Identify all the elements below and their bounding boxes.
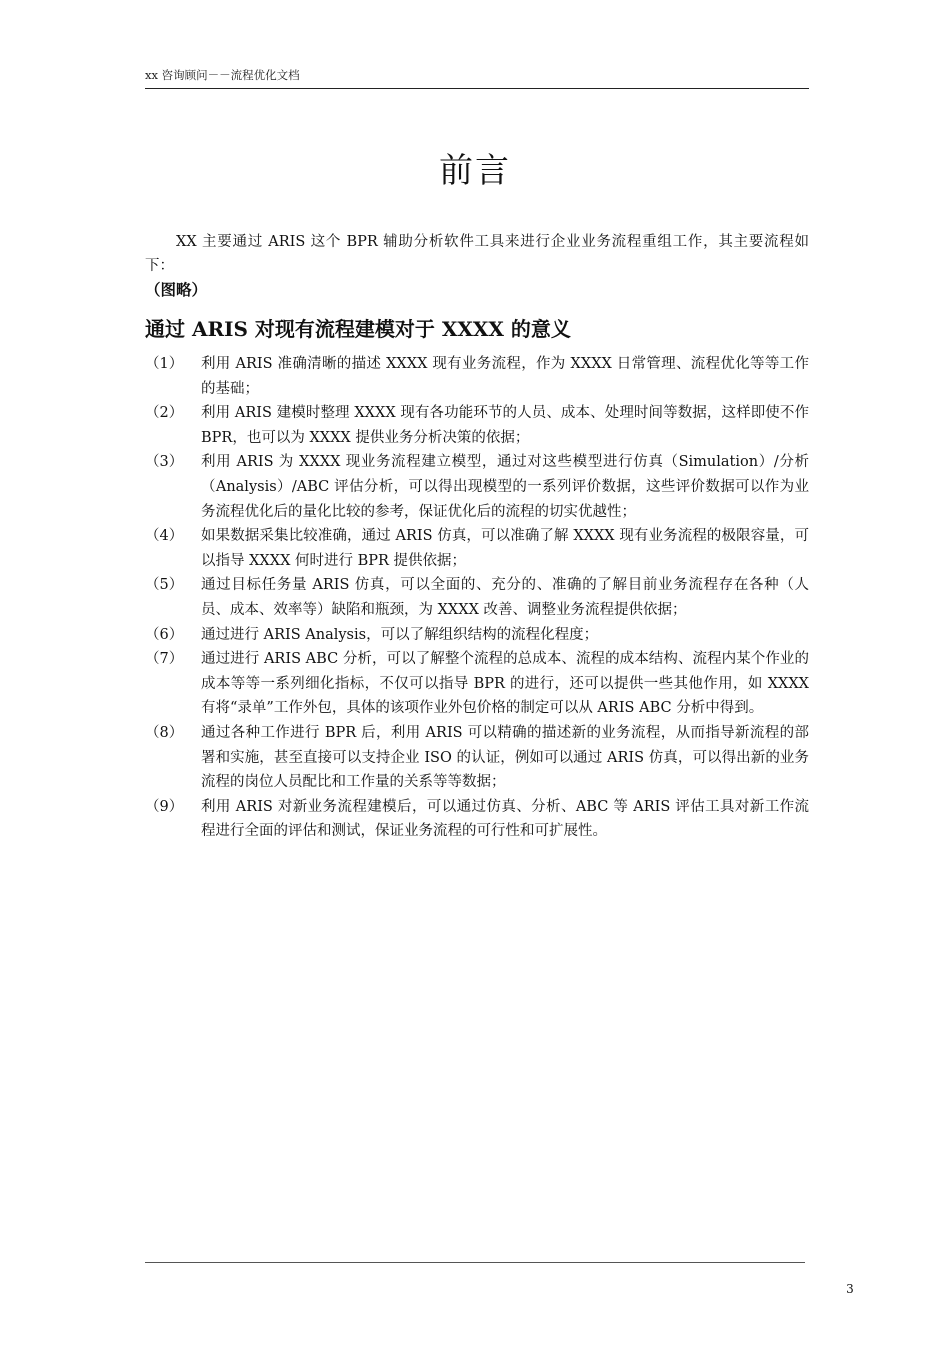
list-item-number: （2） <box>145 405 184 422</box>
list-item-number: （1） <box>145 356 184 372</box>
list-item <box>145 401 809 450</box>
list-item-number: （3） <box>145 454 184 471</box>
list-item-number: （9） <box>145 798 184 815</box>
list-item-text: 利用 ARIS 对新业务流程建模后，可以通过仿真、分析、ABC 等 ARIS 评估工具对新工作流程进行全面的评估和测试，保证业务流程的可行性和可扩展性。 <box>201 798 809 840</box>
list-item <box>145 721 809 795</box>
list-item-number: （5） <box>145 577 184 594</box>
list-item <box>145 524 809 573</box>
significance-list <box>145 352 809 844</box>
page-title: 前言 <box>439 151 511 191</box>
header-text: xx 咨询顾问－－流程优化文档 <box>145 68 300 82</box>
section-heading: 通过 ARIS 对现有流程建模对于 XXXX 的意义 <box>145 317 571 341</box>
list-item <box>145 450 809 524</box>
list-item-text: 利用 ARIS 为 XXXX 现业务流程建立模型，通过对这些模型进行仿真（Simulation）/分析（Analysis）/ABC 评估分析，可以得出现模型的一系列评价数据，这些评价数据可以作为业务流程优化后的量化比较的参考，保证优化后的流程的切实优越性； <box>201 454 809 520</box>
list-item-text: 通过进行 ARIS Analysis，可以了解组织结构的流程化程度； <box>201 626 599 643</box>
page-header <box>145 68 809 89</box>
list-item-number: （7） <box>145 651 184 668</box>
list-item <box>145 647 809 721</box>
list-item-text: 如果数据采集比较准确，通过 ARIS 仿真，可以准确了解 XXXX 现有业务流程的极限容量，可以指导 XXXX 何时进行 BPR 提供依据； <box>201 528 809 569</box>
list-item-number: （8） <box>145 724 184 741</box>
list-item-text: 通过各种工作进行 BPR 后，利用 ARIS 可以精确的描述新的业务流程，从而指导新流程的部署和实施，甚至直接可以支持企业 ISO 的认证，例如可以通过 ARIS 仿真，可以得出新的业务流程的岗位人员配比和工作量的关系等等数据； <box>201 724 809 791</box>
intro-paragraph: XX 主要通过 ARIS 这个 BPR 辅助分析软件工具来进行企业业务流程重组工作，其主要流程如下： <box>145 234 809 274</box>
list-item-text: 利用 ARIS 建模时整理 XXXX 现有各功能环节的人员、成本、处理时间等数据，这样即使不作 BPR，也可以为 XXXX 提供业务分析决策的依据； <box>201 405 809 446</box>
list-item <box>145 352 809 401</box>
list-item-text: 利用 ARIS 准确清晰的描述 XXXX 现有业务流程，作为 XXXX 日常管理、流程优化等等工作的基础； <box>201 356 809 397</box>
figure-omitted-note: （图略） <box>145 280 208 299</box>
footer-divider <box>145 1262 805 1263</box>
list-item <box>145 795 809 844</box>
list-item-number: （6） <box>145 626 184 643</box>
list-item-text: 通过目标任务量 ARIS 仿真，可以全面的、充分的、准确的了解目前业务流程存在各种（人员、成本、效率等）缺陷和瓶颈，为 XXXX 改善、调整业务流程提供依据； <box>201 577 809 618</box>
list-item-text: 通过进行 ARIS ABC 分析，可以了解整个流程的总成本、流程的成本结构、流程内某个作业的成本等等一系列细化指标，不仅可以指导 BPR 的进行，还可以提供一些其他作用，如 XXXX 有将“录单”工作外包，具体的该项作业外包价格的制定可以从 ARIS ABC 分析中得到。 <box>201 651 809 717</box>
list-item <box>145 573 809 622</box>
page-number: 3 <box>846 1282 854 1296</box>
list-item-number: （4） <box>145 528 184 545</box>
list-item <box>145 623 809 648</box>
